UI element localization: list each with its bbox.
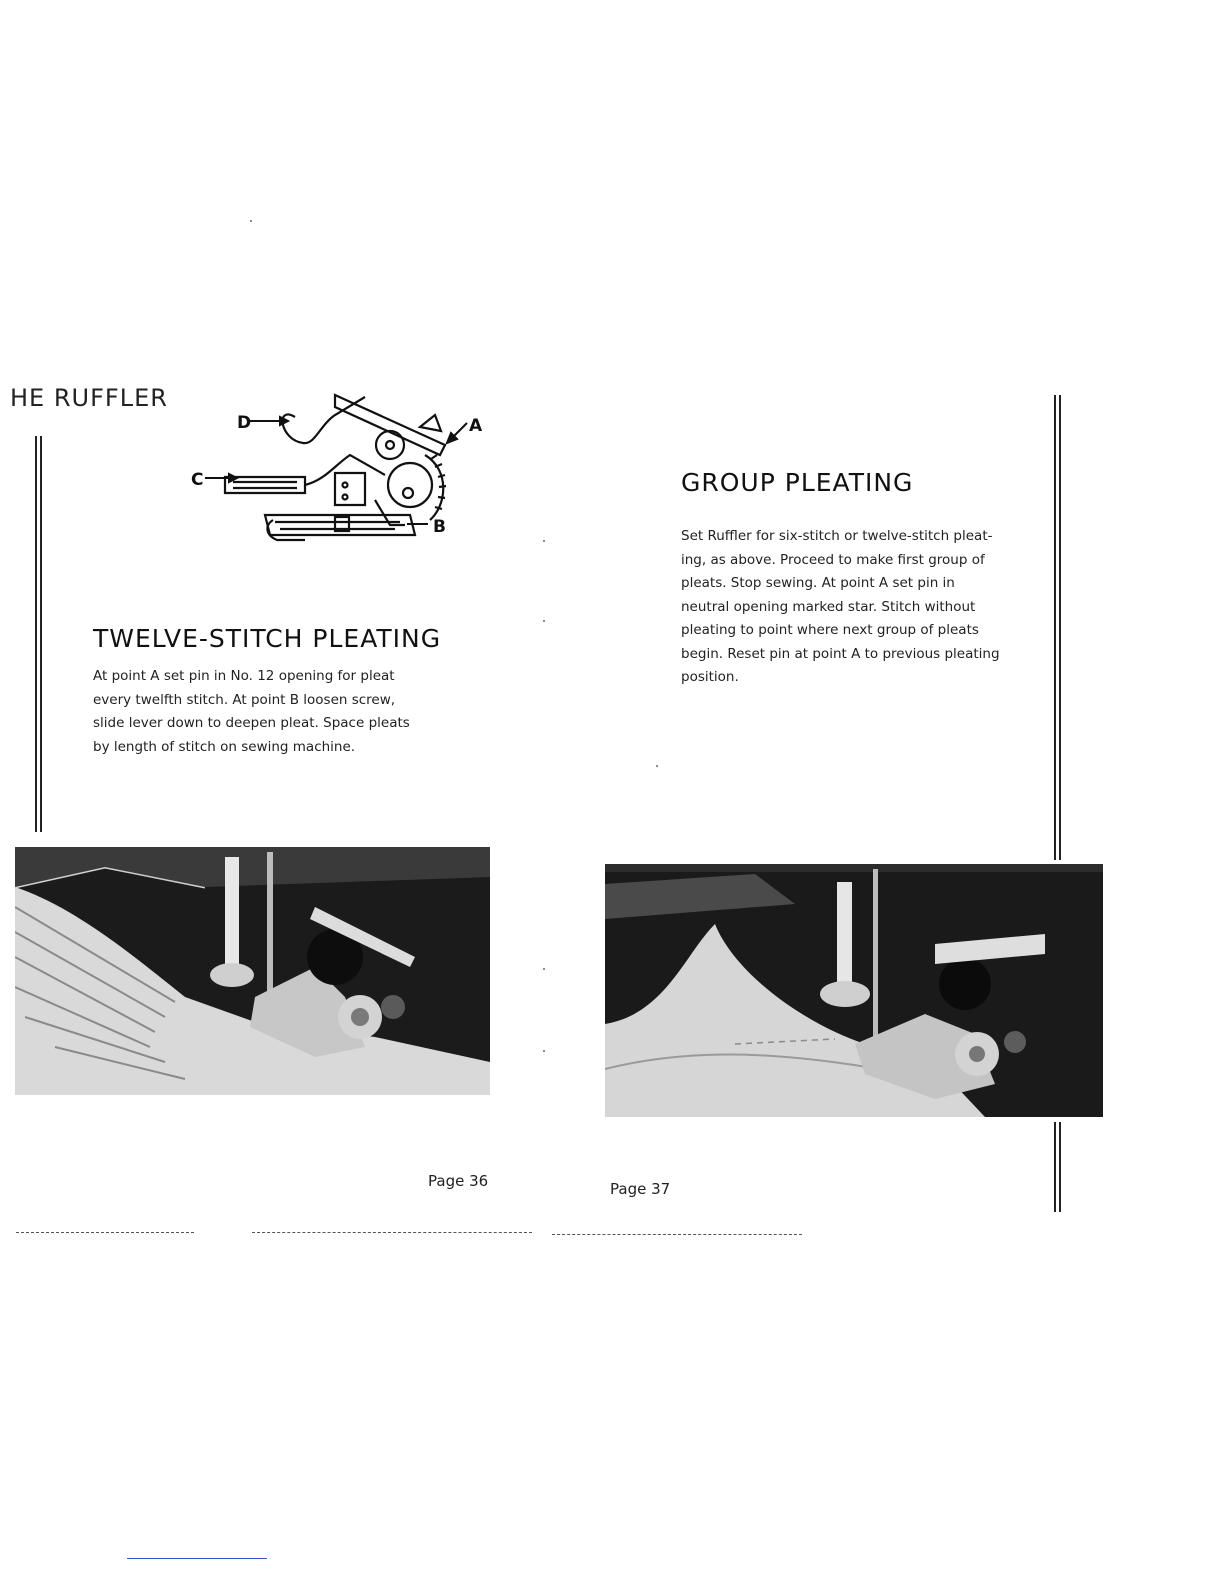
scan-speck bbox=[543, 968, 545, 970]
text-line: At point A set pin in No. 12 opening for pleat bbox=[93, 668, 395, 684]
right-margin-rule bbox=[1054, 395, 1056, 860]
text-line: slide lever down to deepen pleat. Space pleats bbox=[93, 715, 410, 731]
section-title-twelve-stitch: TWELVE-STITCH PLEATING bbox=[93, 624, 442, 653]
left-margin-rule bbox=[40, 436, 42, 832]
group-pleating-body bbox=[681, 525, 1015, 690]
chapter-header: HE RUFFLER bbox=[10, 384, 168, 412]
scan-edge-rule bbox=[252, 1232, 532, 1233]
pleating-photo bbox=[15, 847, 490, 1095]
ruffler-diagram bbox=[185, 385, 485, 560]
left-margin-rule bbox=[35, 436, 37, 832]
scan-edge-underline bbox=[127, 1558, 267, 1559]
page-number-right: Page 37 bbox=[610, 1180, 671, 1198]
scan-edge-rule bbox=[552, 1234, 802, 1235]
scan-speck bbox=[543, 620, 545, 622]
text-line: pleating to point where next group of pleats bbox=[681, 622, 979, 638]
scan-speck bbox=[543, 540, 545, 542]
scan-edge-rule bbox=[16, 1232, 194, 1233]
text-line: Set Ruffler for six-stitch or twelve-stitch pleat- bbox=[681, 528, 993, 544]
text-line: by length of stitch on sewing machine. bbox=[93, 738, 356, 755]
text-line: neutral opening marked star. Stitch without bbox=[681, 598, 976, 615]
twelve-stitch-body bbox=[93, 665, 428, 759]
section-title-group-pleating: GROUP PLEATING bbox=[681, 468, 914, 497]
right-margin-rule bbox=[1059, 395, 1061, 860]
page-number-left: Page 36 bbox=[428, 1172, 489, 1190]
right-margin-rule bbox=[1054, 1122, 1056, 1212]
text-line: ing, as above. Proceed to make first group of bbox=[681, 551, 985, 568]
text-line: position. bbox=[681, 669, 739, 685]
scan-speck bbox=[656, 765, 658, 767]
diagram-label-b: B bbox=[433, 517, 446, 537]
text-line: begin. Reset pin at point A to previous pleating bbox=[681, 645, 1000, 662]
pleating-photo-art bbox=[15, 847, 490, 1095]
text-line: pleats. Stop sewing. At point A set pin in bbox=[681, 575, 955, 591]
text-line: every twelfth stitch. At point B loosen screw, bbox=[93, 691, 396, 708]
group-pleating-photo-art bbox=[605, 864, 1103, 1117]
right-margin-rule bbox=[1059, 1122, 1061, 1212]
scan-speck bbox=[250, 220, 252, 222]
group-pleating-photo bbox=[605, 864, 1103, 1117]
diagram-label-a: A bbox=[469, 416, 483, 436]
scan-speck bbox=[543, 1050, 545, 1052]
diagram-label-d: D bbox=[237, 413, 252, 433]
diagram-label-c: C bbox=[191, 470, 204, 490]
